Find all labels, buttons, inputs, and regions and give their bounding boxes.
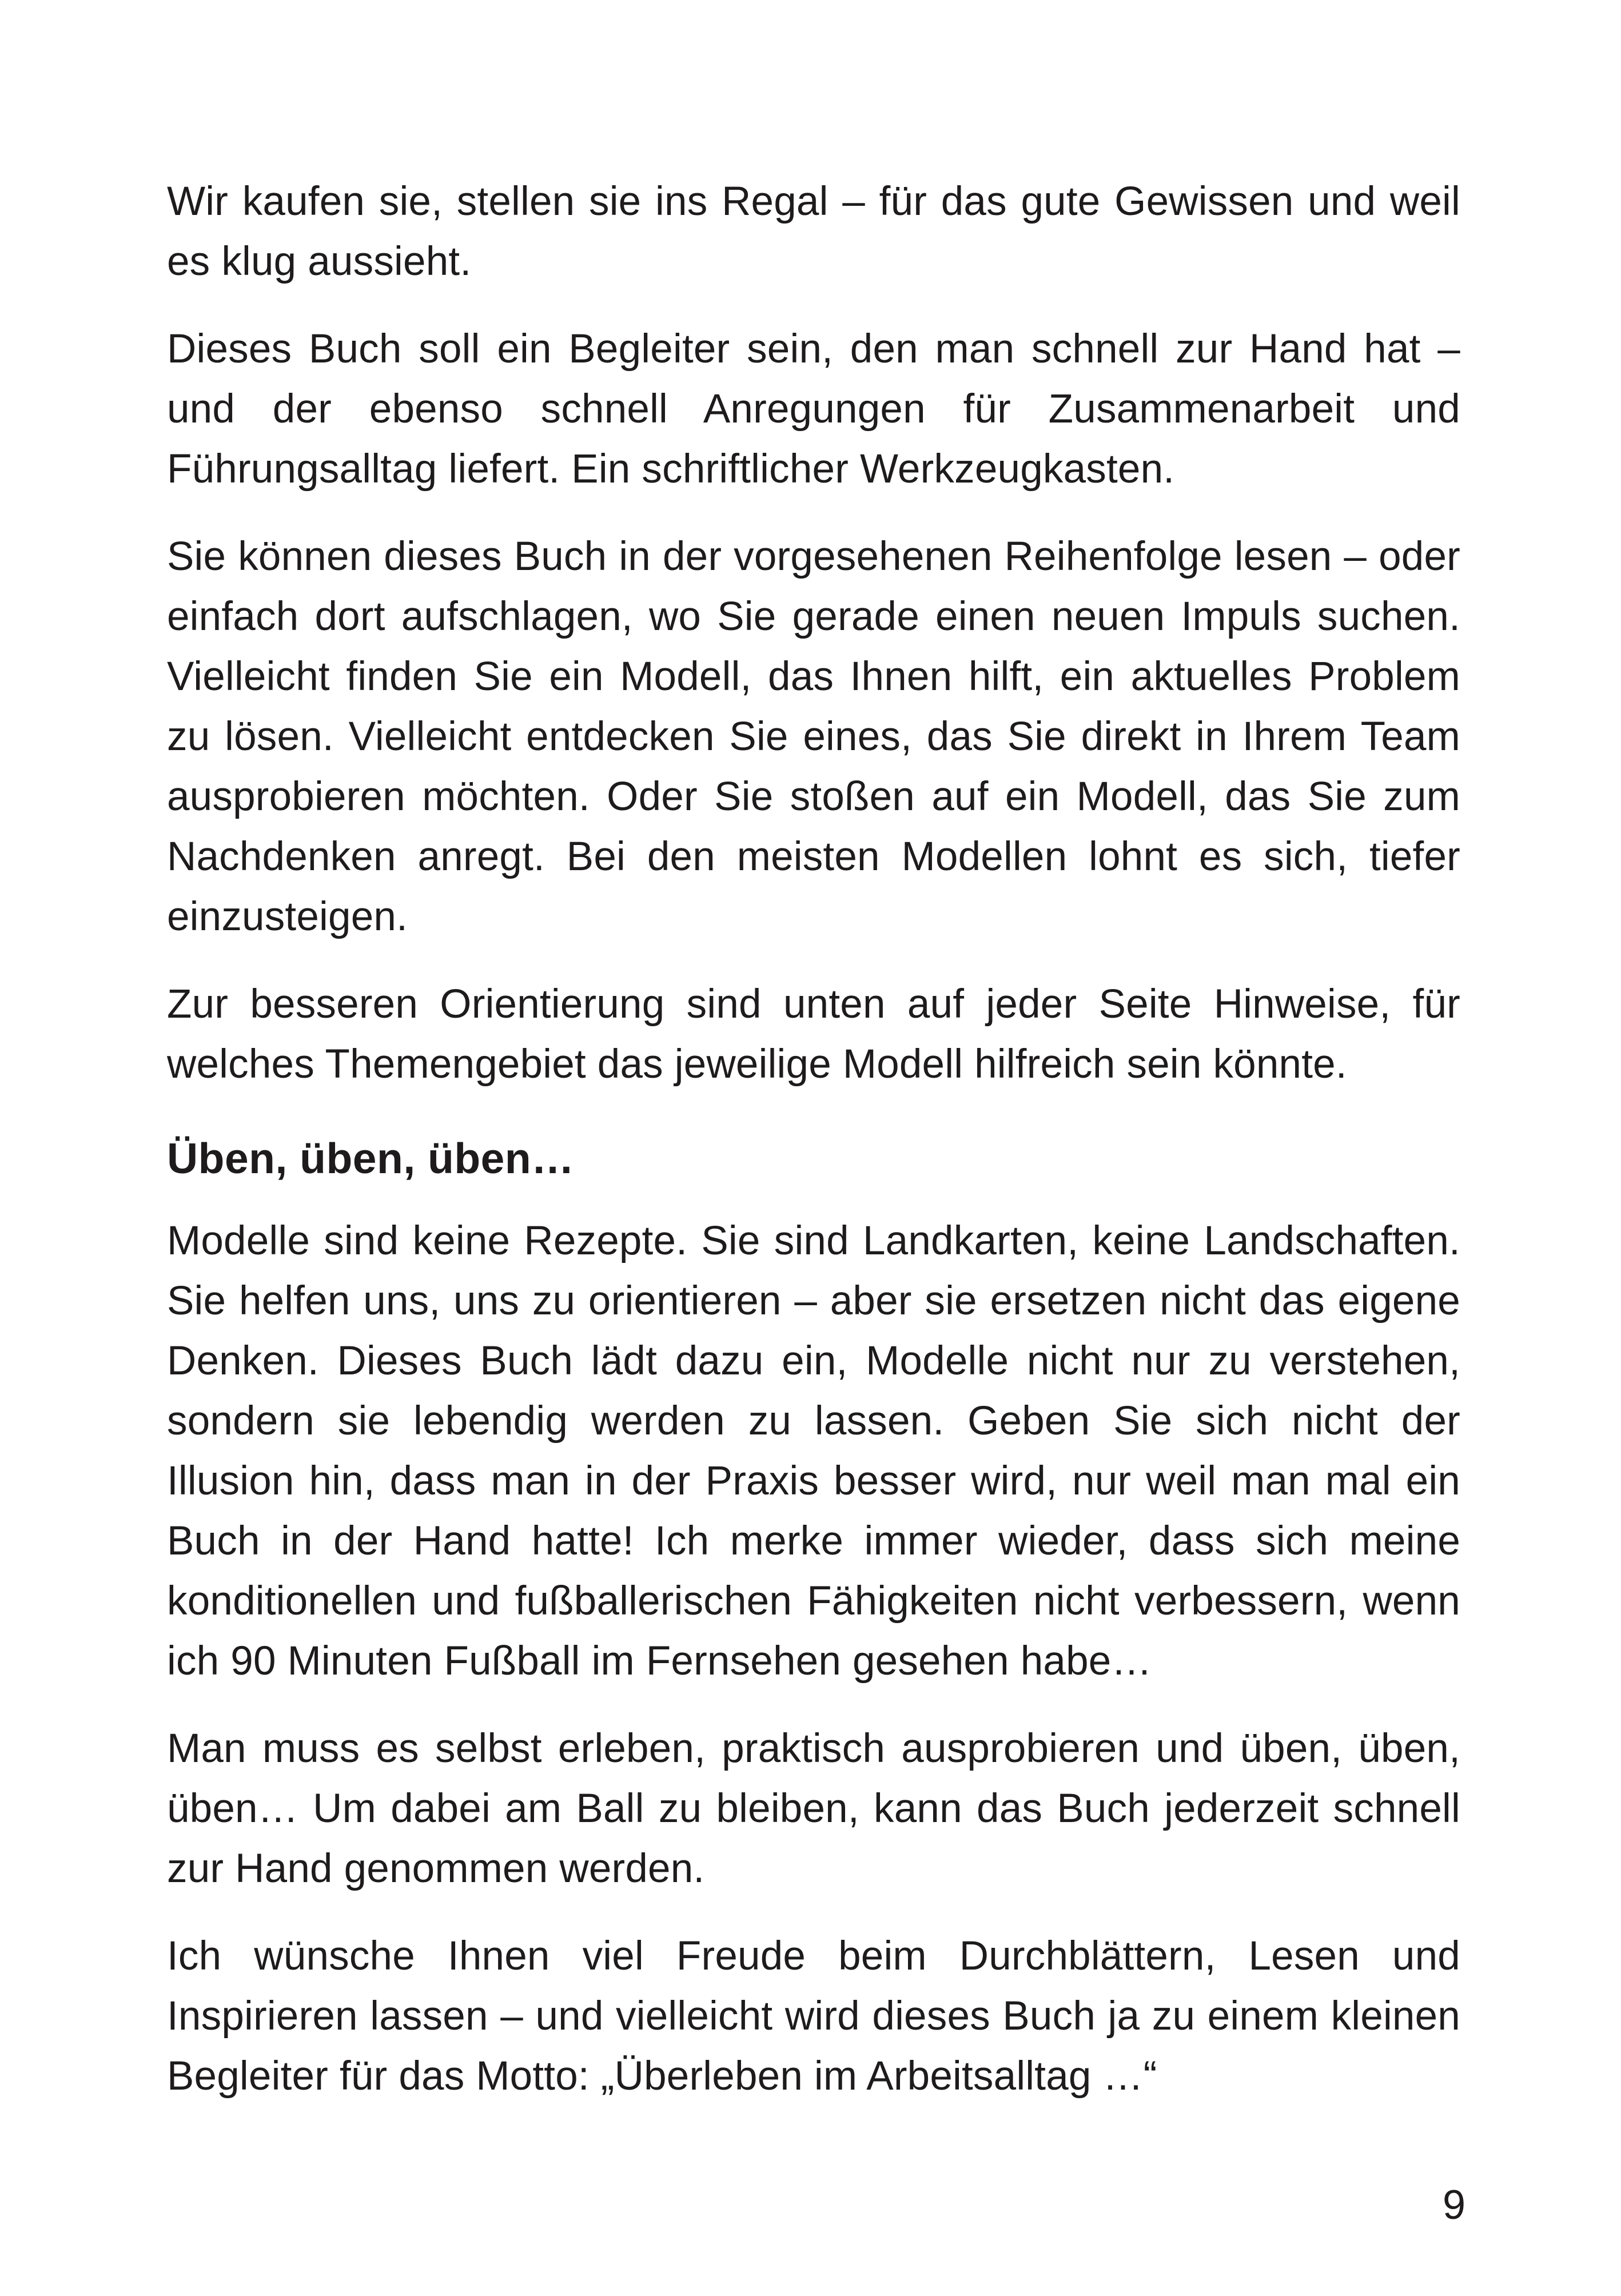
paragraph: Man muss es selbst erleben, praktisch ausprobieren und üben, üben, üben… Um dabei am Ball zu bleiben, kann das Buch jederzeit schnell zur Hand genommen werden. [167,1726,1460,1891]
page-number: 9 [1442,2182,1465,2228]
section-heading: Üben, üben, üben… [167,1134,575,1182]
paragraph: Sie können dieses Buch in der vorgesehenen Reihenfolge lesen – oder einfach dort aufschlagen, wo Sie gerade einen neuen Impuls suchen. Vielleicht finden Sie ein Modell, das Ihnen hilft, ein aktuelles Problem zu lösen. Vielleicht entdecken Sie eines, das Sie direkt in Ihrem Team ausprobieren möchten. Oder Sie stoßen auf ein Modell, das Sie zum Nachdenken anregt. Bei den meisten Modellen lohnt es sich, tiefer einzusteigen. [167,534,1460,939]
paragraph: Dieses Buch soll ein Begleiter sein, den man schnell zur Hand hat – und der ebenso schnell Anregungen für Zusammenarbeit und Führungsalltag liefert. Ein schriftlicher Werkzeugkasten. [167,326,1460,492]
paragraph: Wir kaufen sie, stellen sie ins Regal – für das gute Gewissen und weil es klug aussieht. [167,179,1460,284]
page-content [167,172,1460,2134]
paragraph: Zur besseren Orientierung sind unten auf jeder Seite Hinweise, für welches Themengebiet das jeweilige Modell hilfreich sein könnte. [167,982,1460,1087]
paragraph: Ich wünsche Ihnen viel Freude beim Durchblättern, Lesen und Inspirieren lassen – und vielleicht wird dieses Buch ja zu einem kleinen Begleiter für das Motto: „Überleben im Arbeitsalltag …“ [167,1934,1460,2099]
paragraph: Modelle sind keine Rezepte. Sie sind Landkarten, keine Landschaften. Sie helfen uns, uns zu orientieren – aber sie ersetzen nicht das eigene Denken. Dieses Buch lädt dazu ein, Modelle nicht nur zu verstehen, sondern sie lebendig werden zu lassen. Geben Sie sich nicht der Illusion hin, dass man in der Praxis besser wird, nur weil man mal ein Buch in der Hand hatte! Ich merke immer wieder, dass sich meine konditionellen und fußballerischen Fähigkeiten nicht verbessern, wenn ich 90 Minuten Fußball im Fernsehen gesehen habe… [167,1218,1460,1684]
